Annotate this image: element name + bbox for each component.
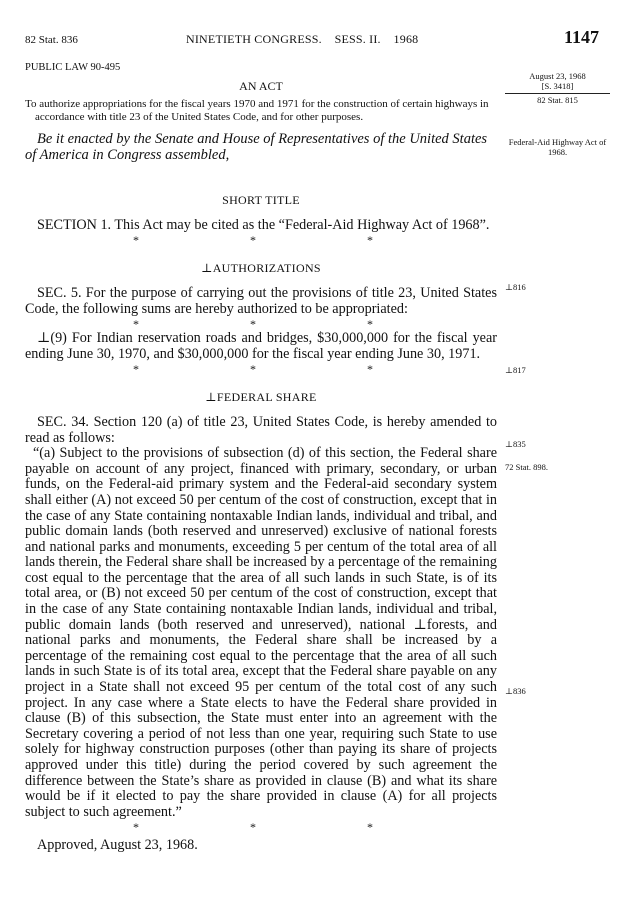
page-number: 1147 [563, 27, 599, 47]
section-label: SEC [37, 413, 64, 430]
enacting-clause: Be it enacted by the Senate and House of Representatives of the United States of America in Congress assembled, [25, 131, 488, 164]
section-label: SECTION [37, 216, 97, 233]
margin-stat: 82 Stat. 815 [537, 95, 578, 105]
section-34 [25, 415, 497, 446]
omission-stars: * * * [133, 317, 373, 332]
margin-rule [505, 93, 610, 94]
law-number: PUBLIC LAW 90-495 [25, 62, 121, 73]
section-120a-quote: “(a) Subject to the provisions of subsection (d) of this section, the Federal share payable on account of any project, financed with primary, secondary, or urban funds, on the Federal-aid primary system and the Federal-aid secondary system shall either (A) not exceed 50 per centum of the cost of construction, except that in the case of any State containing nontaxable Indian lands, individual and tribal, and public domain lands (both reserved and unreserved) exclusive of national forests and national parks and monuments, exceeding 5 per centum of the total area of all lands therein, the Federal share shall be increased by a percentage of the remaining cost equal to the percentage that the area of all such lands in such State, is of its total area, or (B) not exceed 50 per centum of the cost of construction, except that in the case of any State containing nontaxable Indian lands, individual and tribal, public domain lands (both reserved and unreserved), national ⊥forests, and national parks and monuments, the Federal share shall be increased by a percentage of the remaining cost equal to the percentage that the area of all such lands in such State is of its total area, except that the Federal share payable on any project in a State shall not exceed 95 per centum of the total cost of any such project. In any case where a State elects to have the Federal share provided in clause (B) of this subsection, the State must enter into an agreement with the Secretary covering a period of not less than one year, requiring such State to use solely for highway construction purposes (other than paying its share of projects approved under this title) during the period covered by such agreement the difference between the State’s share as provided in clause (B) and what its share would be if it elected to pay the share provided in clause (A) for all projects subject to such agreement.” [25, 445, 497, 820]
stat-reference: 82 Stat. 836 [25, 34, 78, 46]
document-body [25, 60, 497, 854]
section-1 [25, 218, 497, 234]
section-1-text: 1. This Act may be cited as the “Federal-Aid Highway Act of 1968”. [96, 216, 490, 233]
omission-stars: * * * [133, 362, 373, 377]
approval-date: Approved, August 23, 1968. [37, 837, 198, 854]
margin-ref-835: ⊥835 [505, 439, 526, 449]
margin-ref-836: ⊥836 [505, 686, 526, 696]
act-title: AN ACT [239, 78, 283, 93]
margin-ref-817: ⊥817 [505, 365, 526, 375]
running-head: NINETIETH CONGRESS. SESS. II. 1968 [186, 32, 419, 46]
short-title-heading: SHORT TITLE [222, 193, 300, 208]
authorizations-heading: ⊥AUTHORIZATIONS [201, 261, 321, 276]
margin-date-note [505, 72, 610, 106]
page-header [25, 27, 599, 51]
margin-topic-note: Federal-Aid Highway Act of 1968. [508, 137, 607, 157]
section-34-text: . 34. Section 120 (a) of title 23, United States Code, is hereby amended to read as follows: [25, 413, 497, 446]
section-5-text: . 5. For the purpose of carrying out the provisions of title 23, United States Code, the following sums are hereby authorized to be appropriated: [25, 284, 497, 317]
margin-ref-72stat: 72 Stat. 898. [505, 462, 548, 472]
section-label: SEC [37, 284, 64, 301]
section-5 [25, 286, 497, 317]
margin-ref-816: ⊥816 [505, 282, 526, 292]
omission-stars: * * * [133, 233, 373, 248]
margin-bill: [S. 3418] [541, 80, 574, 91]
act-purpose: To authorize appropriations for the fiscal years 1970 and 1971 for the construction of certain highways in accordance with title 23 of the United States Code, and for other purposes. [25, 98, 489, 123]
item-9-indian-roads: ⊥(9) For Indian reservation roads and bridges, $30,000,000 for the fiscal year ending June 30, 1970, and $30,000,000 for the fiscal year ending June 30, 1971. [25, 330, 497, 362]
federal-share-heading: ⊥FEDERAL SHARE [205, 390, 317, 405]
omission-stars: * * * [133, 820, 373, 835]
margin-date: August 23, 1968 [529, 71, 586, 81]
